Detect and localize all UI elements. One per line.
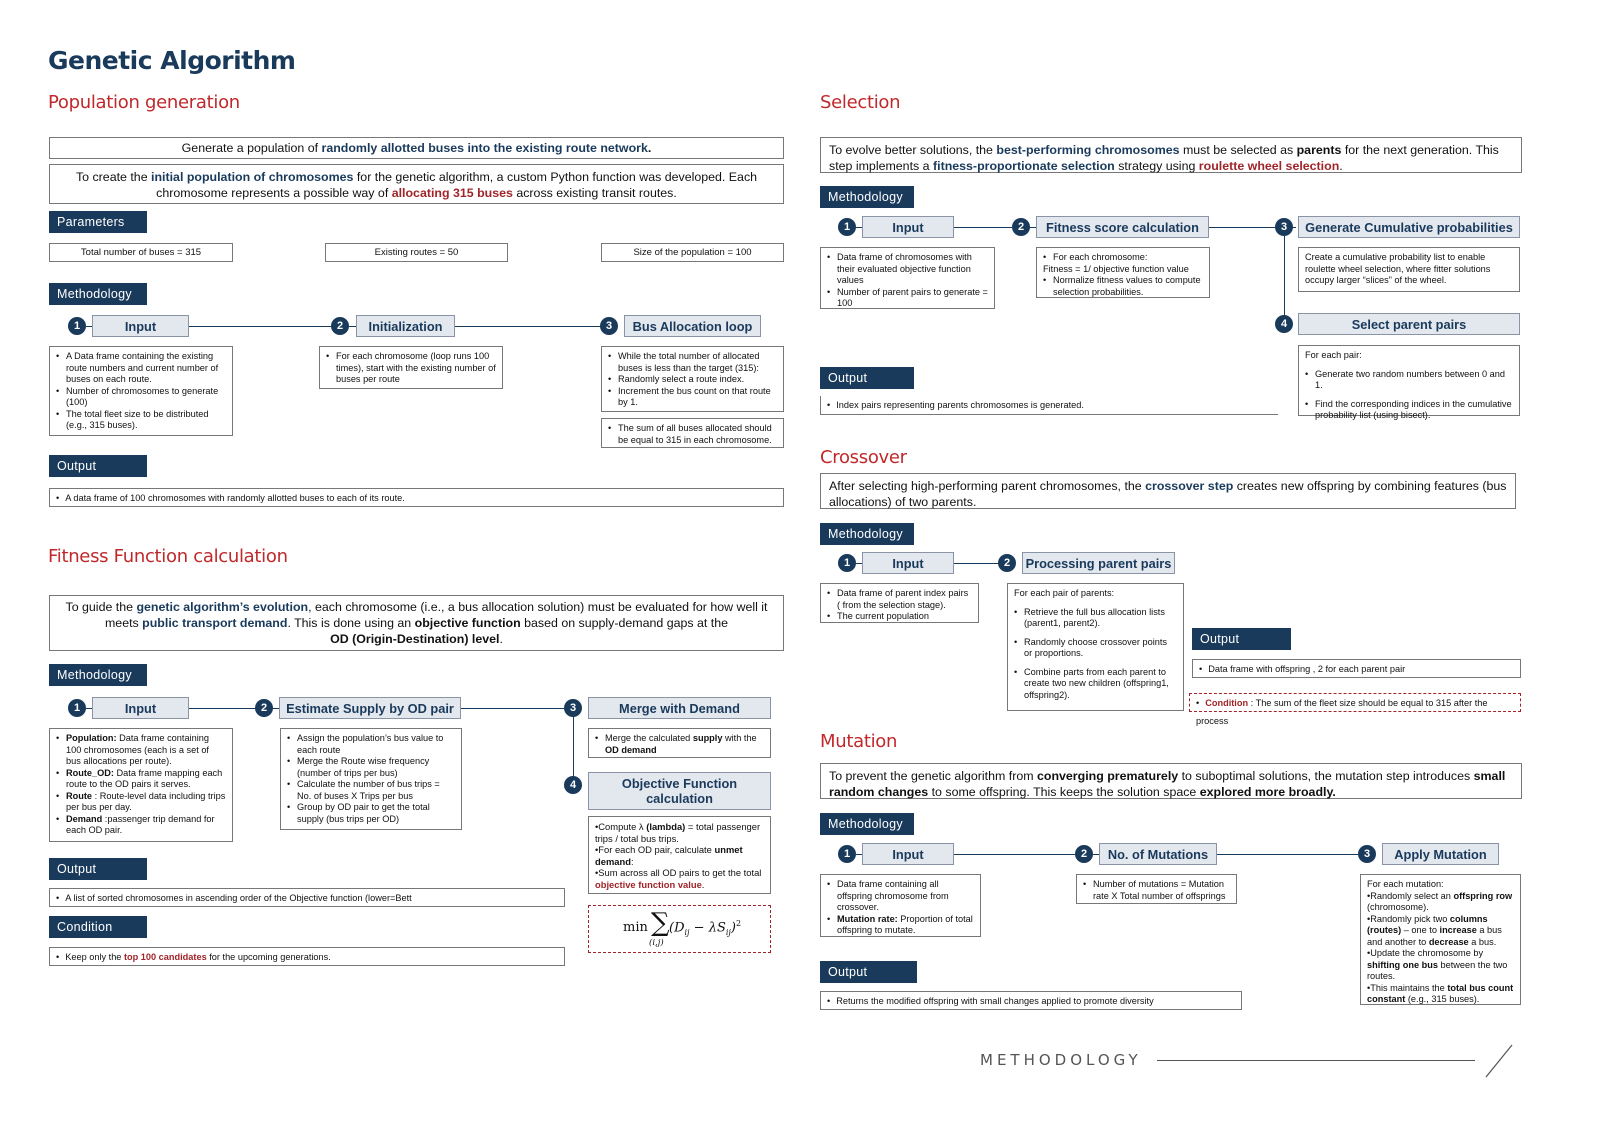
processing-box xyxy=(1007,583,1184,711)
crossover-intro xyxy=(820,473,1516,509)
text: for the genetic algorithm, a custom Python function was developed. Each chromosome represents a possible way of xyxy=(156,170,758,200)
text xyxy=(595,844,764,867)
text: a bus. xyxy=(1468,936,1497,947)
step-number-of-mutations: No. of Mutations xyxy=(1099,843,1217,865)
step-number: 1 xyxy=(68,699,86,717)
cumulative-box xyxy=(1298,247,1520,292)
text: – one to xyxy=(1401,925,1440,935)
text: Data frame containing all offspring chromosome from crossover. xyxy=(837,879,949,912)
list-item: • Randomly select a route index. xyxy=(608,374,777,386)
initialization-box xyxy=(319,346,503,389)
text: 2 xyxy=(735,919,742,928)
list-item: • Find the corresponding indices in the cumulative probability list (using bisect). xyxy=(1305,399,1513,422)
footer-label: METHODOLOGY xyxy=(980,1051,1142,1069)
text: A data frame of 100 chromosomes with randomly allotted buses to each of its route. xyxy=(65,493,405,503)
text: For each pair: xyxy=(1305,350,1362,360)
text: . xyxy=(647,141,652,155)
text xyxy=(1367,891,1514,914)
population-intro-2 xyxy=(49,164,784,204)
mutation-output-label: Output xyxy=(820,961,917,983)
fitness-input-box xyxy=(49,728,233,842)
text xyxy=(1367,914,1514,949)
page-title: Genetic Algorithm xyxy=(48,46,296,75)
text: decrease xyxy=(1428,936,1469,947)
population-methodology-label: Methodology xyxy=(49,283,147,305)
list-item: • For each chromosome: xyxy=(1043,252,1203,264)
text: randomly allotted buses into the existing route network xyxy=(321,141,648,155)
objective-formula xyxy=(588,905,771,953)
text: public transport demand xyxy=(142,616,288,630)
text: (D xyxy=(669,920,685,936)
text: Route xyxy=(66,790,93,801)
text: Route_OD: xyxy=(66,767,114,778)
text: For each pair of parents: xyxy=(1014,588,1115,598)
list-item xyxy=(56,768,226,791)
step-number: 3 xyxy=(1275,218,1293,236)
step-input: Input xyxy=(92,315,189,337)
text xyxy=(595,821,764,844)
text: . xyxy=(701,878,705,890)
text xyxy=(595,867,764,890)
step-number: 3 xyxy=(564,699,582,717)
list-item: • Increment the bus count on that route by 1. xyxy=(608,386,777,409)
text: based on supply-demand gaps at the xyxy=(520,616,729,630)
text: small random changes xyxy=(829,769,1506,799)
text: with the xyxy=(722,733,757,743)
step-number: 1 xyxy=(838,218,856,236)
crossover-heading: Crossover xyxy=(820,447,907,468)
fitness-methodology-label: Methodology xyxy=(49,664,147,686)
step-number: 2 xyxy=(1075,845,1093,863)
mutation-output: • Returns the modified offspring with small changes applied to promote diversity xyxy=(820,991,1242,1010)
list-item: • The current population xyxy=(827,611,972,623)
list-item: • Number of chromosomes to generate (100) xyxy=(56,386,226,409)
text: , each chromosome (i.e., a bus allocation solution) must be evaluated for how well it meets xyxy=(104,600,768,630)
text: After selecting high-performing parent chromosomes, the xyxy=(829,479,1146,493)
text: Data frame containing 100 chromosomes (each is a set of bus allocations per route). xyxy=(66,733,209,766)
text: crossover step xyxy=(1145,479,1234,493)
text: To create the xyxy=(75,170,152,184)
crossover-input-box xyxy=(820,583,979,623)
param-routes: Existing routes = 50 xyxy=(325,243,508,262)
step-initialization: Initialization xyxy=(356,315,455,337)
mutation-input-box xyxy=(820,874,981,937)
text: . xyxy=(499,632,503,646)
step-processing-parent-pairs: Processing parent pairs xyxy=(1022,552,1175,574)
text: ij xyxy=(684,927,690,937)
step-number: 1 xyxy=(838,845,856,863)
list-item: • Calculate the number of bus trips = No. of buses X Trips per bus xyxy=(287,779,455,802)
text: total bus count constant xyxy=(1367,982,1514,1004)
step-cumulative-probabilities: Generate Cumulative probabilities xyxy=(1298,216,1520,238)
text: : xyxy=(630,855,634,867)
crossover-methodology-label: Methodology xyxy=(820,523,914,545)
step-input: Input xyxy=(862,552,954,574)
text: •This maintains the xyxy=(1367,982,1448,993)
text: •Compute λ xyxy=(595,821,647,832)
text: creates new offspring by combining features (bus allocations) of two parents. xyxy=(829,479,1507,509)
list-item: • Number of parent pairs to generate = 100 xyxy=(827,287,988,310)
text: Proportion of total offspring to mutate. xyxy=(837,913,973,935)
fitness-heading: Fitness Function calculation xyxy=(48,546,288,567)
text: explored more broadly. xyxy=(1199,785,1336,799)
param-buses: Total number of buses = 315 xyxy=(49,243,233,262)
fitness-intro xyxy=(49,595,784,651)
formula-subscript: (i,j) xyxy=(649,938,664,948)
text: : Route-level data including trips per bus per day. xyxy=(66,790,226,812)
allocation-note-box xyxy=(601,418,784,448)
step-input: Input xyxy=(92,697,189,719)
text: initial population of chromosomes xyxy=(151,170,354,184)
text: Create a cumulative probability list to enable roulette wheel selection, where fitter solutions occupy larger “slices” of the wheel. xyxy=(1305,252,1491,285)
step-apply-mutation: Apply Mutation xyxy=(1382,843,1499,865)
population-input-box xyxy=(49,346,233,436)
text: supply xyxy=(692,733,723,743)
apply-mutation-box xyxy=(1360,874,1521,1005)
text: For each mutation: xyxy=(1367,879,1444,889)
text: converging prematurely xyxy=(1037,769,1179,783)
crossover-output: • Data frame with offspring , 2 for each parent pair xyxy=(1192,659,1521,678)
text: shifting one bus xyxy=(1367,959,1438,970)
step-number: 2 xyxy=(1012,218,1030,236)
text: parents xyxy=(1296,143,1342,157)
list-item: • Group by OD pair to get the total supply (bus trips per OD) xyxy=(287,802,455,825)
list-item: • Combine parts from each parent to create two new children (offspring1, offspring2). xyxy=(1014,667,1177,702)
slash-icon xyxy=(1484,1044,1514,1078)
step-bus-allocation-loop: Bus Allocation loop xyxy=(624,315,761,337)
crossover-output-label: Output xyxy=(1192,628,1291,650)
population-output: • A data frame of 100 chromosomes with randomly allotted buses to each of its route. xyxy=(49,488,784,507)
text: columns (routes) xyxy=(1367,913,1488,935)
text: ij xyxy=(725,927,731,937)
allocation-loop-box xyxy=(601,346,784,412)
text: •Sum across all OD pairs to get the total xyxy=(595,867,762,878)
step-number: 4 xyxy=(1275,315,1293,333)
text: Condition xyxy=(1205,698,1249,708)
step-estimate-supply: Estimate Supply by OD pair xyxy=(279,697,461,719)
text: OD (Origin-Destination) level xyxy=(330,632,500,646)
list-item xyxy=(56,791,226,814)
list-item xyxy=(595,733,764,756)
text: = total passenger trips / total bus trips. xyxy=(595,821,761,844)
text xyxy=(1367,948,1514,983)
text: unmet demand xyxy=(595,844,743,867)
list-item: • Randomly choose crossover points or proportions. xyxy=(1014,637,1177,660)
list-item: • While the total number of allocated buses is less than the target (315): xyxy=(608,351,777,374)
crossover-condition: • Condition : The sum of the fleet size should be equal to 315 after the process xyxy=(1189,693,1521,712)
param-population-size: Size of the population = 100 xyxy=(601,243,784,262)
step-number: 3 xyxy=(600,317,618,335)
formula-expression: $(D_{ij} - \lambda S_{ij})^2$ xyxy=(669,919,742,937)
sigma-icon: ∑ xyxy=(651,908,670,938)
text: offspring row xyxy=(1453,890,1513,901)
list-item: • Number of mutations = Mutation rate X Total number of offsprings xyxy=(1083,879,1230,902)
fitness-condition: • Keep only the top 100 candidates for the upcoming generations. xyxy=(49,947,565,966)
step-number: 4 xyxy=(564,776,582,794)
step-input: Input xyxy=(862,843,954,865)
selection-methodology-label: Methodology xyxy=(820,186,914,208)
footer-rule xyxy=(1157,1060,1475,1061)
mutation-heading: Mutation xyxy=(820,731,898,752)
list-item: • For each chromosome (loop runs 100 times), start with the existing number of buses per route xyxy=(326,351,496,386)
text: for the upcoming generations. xyxy=(206,952,331,962)
list-item xyxy=(827,879,974,914)
step-number: 2 xyxy=(331,317,349,335)
list-item: • Data frame of parent index pairs ( from the selection stage). xyxy=(827,588,972,611)
text: Fitness = 1/ objective function value xyxy=(1043,263,1189,274)
list-item: • The total fleet size to be distributed (e.g., 315 buses). xyxy=(56,409,226,432)
merge-box xyxy=(588,728,771,758)
list-item xyxy=(827,914,974,937)
step-fitness-score: Fitness score calculation xyxy=(1036,216,1209,238)
list-item xyxy=(56,814,226,837)
selection-output: • Index pairs representing parents chromosomes is generated. xyxy=(820,396,1278,415)
step-number: 3 xyxy=(1358,845,1376,863)
step-number: 1 xyxy=(68,317,86,335)
fitness-output-label: Output xyxy=(49,858,147,880)
text: (lambda) xyxy=(646,821,686,832)
select-pairs-box xyxy=(1298,345,1520,420)
text: •For each OD pair, calculate xyxy=(595,844,715,855)
objective-box xyxy=(588,816,771,894)
formula-min: min xyxy=(623,920,648,935)
text: top 100 candidates xyxy=(123,952,207,962)
population-output-label: Output xyxy=(49,455,147,477)
list-item: • Data frame of chromosomes with their evaluated objective function values xyxy=(827,252,988,287)
list-item: • A Data frame containing the existing route numbers and current number of buses on each route. xyxy=(56,351,226,386)
text: To guide the xyxy=(65,600,137,614)
selection-heading: Selection xyxy=(820,92,901,113)
condition-label: Condition xyxy=(49,916,147,938)
fitness-output: • A list of sorted chromosomes in ascending order of the Objective function (lower=Bett xyxy=(49,888,565,907)
step-select-parent-pairs: Select parent pairs xyxy=(1298,313,1520,335)
text: − λS xyxy=(689,920,726,936)
selection-output-label: Output xyxy=(820,367,914,389)
mutation-count-box xyxy=(1076,874,1237,904)
text: Merge the calculated xyxy=(605,733,693,743)
text: (chromosome). xyxy=(1367,902,1429,912)
list-item: • Retrieve the full bus allocation lists (parent1, parent2). xyxy=(1014,607,1177,630)
text: Keep only the xyxy=(65,952,124,962)
parameters-label: Parameters xyxy=(49,211,147,233)
text: to suboptimal solutions, the mutation step introduces xyxy=(1178,769,1474,783)
text: A list of sorted chromosomes in ascending order of the Objective function (lower=Bett xyxy=(65,893,412,903)
text: objective function xyxy=(414,616,521,630)
text: Population: xyxy=(66,733,117,743)
step-input: Input xyxy=(862,216,954,238)
mutation-methodology-label: Methodology xyxy=(820,813,914,835)
text: fitness-proportionate selection xyxy=(933,159,1115,173)
population-intro-1 xyxy=(49,137,784,159)
list-item: • Merge the Route wise frequency (number of trips per bus) xyxy=(287,756,455,779)
fitness-score-box xyxy=(1036,247,1210,298)
step-number: 2 xyxy=(255,699,273,717)
text: Generate a population of xyxy=(181,141,322,155)
text: Index pairs representing parents chromosomes is generated. xyxy=(836,400,1084,410)
step-number: 2 xyxy=(998,554,1016,572)
step-objective-function: Objective Function calculation xyxy=(588,772,771,810)
text: strategy using xyxy=(1114,159,1199,173)
step-merge-demand: Merge with Demand xyxy=(588,697,771,719)
text: roulette wheel selection xyxy=(1198,159,1340,173)
text: (e.g., 315 buses). xyxy=(1405,994,1480,1004)
text: . This is done using an xyxy=(287,616,415,630)
text: Data frame with offspring , 2 for each parent pair xyxy=(1208,664,1406,674)
text: allocating 315 buses xyxy=(391,186,513,200)
text: genetic algorithm’s evolution xyxy=(136,600,309,614)
flow-line xyxy=(1284,227,1285,324)
text: Demand xyxy=(66,813,103,824)
text: To prevent the genetic algorithm from xyxy=(829,769,1037,783)
text: To evolve better solutions, the xyxy=(829,143,997,157)
mutation-intro xyxy=(820,763,1522,799)
step-number: 1 xyxy=(838,554,856,572)
text: •Update the chromosome by xyxy=(1367,948,1484,958)
text: must be selected as xyxy=(1179,143,1297,157)
text: best-performing chromosomes xyxy=(996,143,1180,157)
text: objective function value xyxy=(595,878,702,890)
text: to some offspring. This keeps the solution space xyxy=(928,785,1200,799)
text: across existing transit routes. xyxy=(512,186,677,200)
list-item xyxy=(56,733,226,768)
list-item: • Generate two random numbers between 0 and 1. xyxy=(1305,369,1513,392)
text: : The sum of the fleet size should be equal to 315 after the process xyxy=(1196,698,1488,726)
list-item: • Assign the population’s bus value to each route xyxy=(287,733,455,756)
text: OD demand xyxy=(605,744,657,755)
text: Mutation rate: xyxy=(837,913,898,924)
supply-box xyxy=(280,728,462,830)
text: Returns the modified offspring with small changes applied to promote diversity xyxy=(836,996,1154,1006)
text xyxy=(1367,983,1514,1006)
text: between the two routes. xyxy=(1367,959,1508,981)
population-heading: Population generation xyxy=(48,92,240,113)
list-item: • Normalize fitness values to compute selection probabilities. xyxy=(1043,275,1203,298)
selection-intro xyxy=(820,137,1522,173)
selection-input-box xyxy=(820,247,995,309)
text: for the next generation. This step implements a xyxy=(829,143,1499,173)
text: . xyxy=(1339,159,1343,173)
text: :passenger trip demand for each OD pair. xyxy=(66,813,215,835)
text: •Randomly pick two xyxy=(1367,913,1450,924)
flow-line xyxy=(573,708,574,785)
text: a bus and another to xyxy=(1367,925,1502,947)
text: •Randomly select an xyxy=(1367,890,1454,901)
text: Data frame mapping each route to the OD pairs it serves. xyxy=(66,767,223,789)
text: increase xyxy=(1439,925,1477,935)
list-item: • The sum of all buses allocated should be equal to 315 in each chromosome. xyxy=(608,423,777,446)
